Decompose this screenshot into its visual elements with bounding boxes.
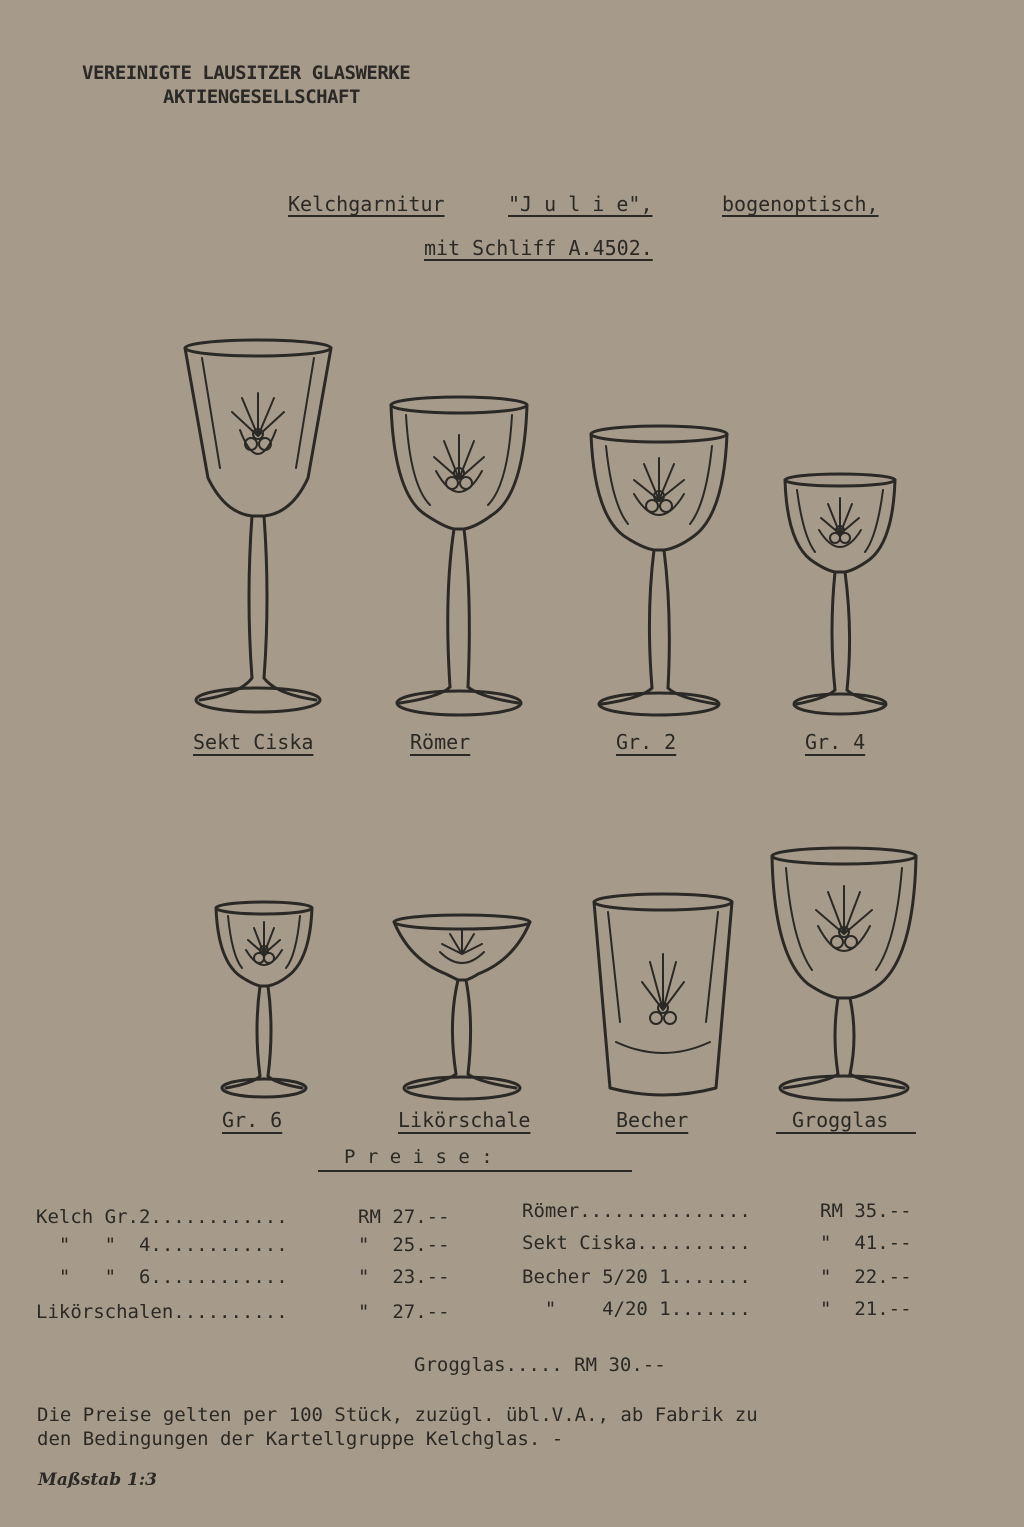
label-gr4: Gr. 4 bbox=[805, 730, 866, 754]
price-right-value-3: " 22.-- bbox=[820, 1266, 912, 1288]
title-kelchgarnitur: Kelchgarnitur bbox=[288, 192, 445, 216]
gr6-glass-illustration bbox=[212, 900, 316, 1100]
label-likoerschale: Likörschale bbox=[398, 1108, 531, 1132]
title-julie: "J u l i e", bbox=[508, 192, 653, 216]
price-left-item-2: " " 4............ bbox=[36, 1234, 288, 1256]
price-right-value-2: " 41.-- bbox=[820, 1232, 912, 1254]
price-right-value-4: " 21.-- bbox=[820, 1298, 912, 1320]
scale-stamp: Maßstab 1:3 bbox=[38, 1470, 157, 1490]
price-left-value-2: " 25.-- bbox=[358, 1234, 450, 1256]
label-gr6: Gr. 6 bbox=[222, 1108, 283, 1132]
price-right-value-1: RM 35.-- bbox=[820, 1200, 912, 1222]
price-right-item-3: Becher 5/20 1....... bbox=[522, 1266, 751, 1288]
label-roemer: Römer bbox=[410, 730, 471, 754]
grogglas-glass-illustration bbox=[768, 846, 920, 1104]
label-sekt-ciska: Sekt Ciska bbox=[193, 730, 314, 754]
price-right-item-2: Sekt Ciska.......... bbox=[522, 1232, 751, 1254]
price-left-value-3: " 23.-- bbox=[358, 1266, 450, 1288]
price-left-value-4: " 27.-- bbox=[358, 1301, 450, 1323]
company-form: AKTIENGESELLSCHAFT bbox=[163, 86, 360, 108]
grogglas-double-underline bbox=[776, 1132, 916, 1134]
terms-line-2: den Bedingungen der Kartellgruppe Kelchglas. - bbox=[37, 1428, 564, 1450]
price-left-item-1: Kelch Gr.2............ bbox=[36, 1206, 288, 1228]
prices-heading-underline bbox=[318, 1170, 632, 1172]
title-bogenoptisch: bogenoptisch, bbox=[722, 192, 879, 216]
sekt-ciska-glass-illustration bbox=[180, 338, 336, 718]
price-left-item-4: Likörschalen.......... bbox=[36, 1301, 288, 1323]
label-gr2: Gr. 2 bbox=[616, 730, 677, 754]
label-becher: Becher bbox=[616, 1108, 689, 1132]
roemer-glass-illustration bbox=[386, 395, 532, 718]
price-left-item-3: " " 6............ bbox=[36, 1266, 288, 1288]
title-schliff: mit Schliff A.4502. bbox=[424, 236, 653, 260]
likoerschale-glass-illustration bbox=[390, 912, 534, 1102]
price-grogglas: Grogglas..... RM 30.-- bbox=[414, 1354, 666, 1376]
terms-line-1: Die Preise gelten per 100 Stück, zuzügl. übl.V.A., ab Fabrik zu bbox=[37, 1404, 758, 1426]
company-name: VEREINIGTE LAUSITZER GLASWERKE bbox=[82, 62, 411, 84]
price-left-value-1: RM 27.-- bbox=[358, 1206, 450, 1228]
gr4-glass-illustration bbox=[781, 472, 899, 718]
price-right-item-4: " 4/20 1....... bbox=[522, 1298, 751, 1320]
becher-glass-illustration bbox=[590, 892, 736, 1104]
prices-heading: P r e i s e : bbox=[344, 1146, 493, 1168]
gr2-glass-illustration bbox=[586, 424, 732, 718]
price-right-item-1: Römer............... bbox=[522, 1200, 751, 1222]
label-grogglas: Grogglas bbox=[792, 1108, 889, 1132]
